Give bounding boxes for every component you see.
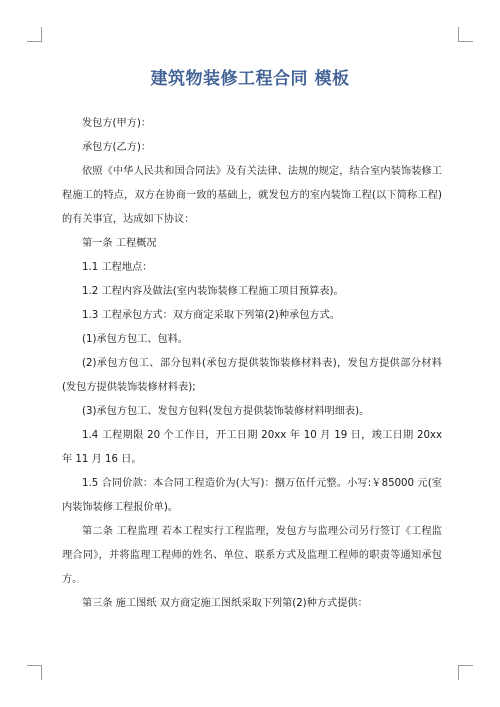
crop-mark-bottom-left bbox=[27, 665, 42, 680]
paragraph-option-3: (3)承包方包工、发包方包料(发包方提供装饰装修材料明细表)。 bbox=[82, 406, 370, 417]
crop-mark-bottom-right bbox=[458, 665, 473, 680]
paragraph-1-1: 1.1 工程地点： bbox=[82, 262, 153, 273]
paragraph-option-1: (1)承包方包工、包料。 bbox=[82, 334, 189, 345]
paragraph-party-b: 承包方(乙方)： bbox=[82, 142, 152, 153]
paragraph-1-5: 1.5 合同价款：本合同工程造价为(大写)：捌万伍仟元整。小写:￥85000 元(室内装饰装修工程报价单)。 bbox=[62, 478, 442, 513]
paragraph-1-4: 1.4 工程期限 20 个工作日，开工日期 20xx 年 10 月 19 日，竣工日期 20xx 年 11 月 16 日。 bbox=[62, 430, 442, 465]
paragraph-preamble: 依照《中华人民共和国合同法》及有关法律、法规的规定，结合室内装饰装修工程施工的特点，双方在协商一致的基础上，就发包方的室内装饰工程(以下简称工程)的有关事宜，达成如下协议： bbox=[62, 166, 442, 225]
document-body bbox=[62, 112, 442, 616]
crop-mark-top-left bbox=[27, 27, 42, 42]
crop-mark-top-right bbox=[458, 27, 473, 42]
paragraph-article-3: 第三条 施工图纸 双方商定施工图纸采取下列第(2)种方式提供： bbox=[82, 598, 368, 609]
document-title: 建筑物装修工程合同 模板 bbox=[150, 69, 350, 89]
paragraph-article-2: 第二条 工程监理 若本工程实行工程监理，发包方与监理公司另行签订《工程监理合同》，并将监理工程师的姓名、单位、联系方式及监理工程师的职责等通知承包方。 bbox=[62, 526, 442, 585]
paragraph-article-1: 第一条 工程概况 bbox=[82, 238, 157, 249]
paragraph-1-3: 1.3 工程承包方式：双方商定采取下列第(2)种承包方式。 bbox=[82, 310, 340, 321]
paragraph-1-2: 1.2 工程内容及做法(室内装饰装修工程施工项目预算表)。 bbox=[82, 286, 344, 297]
paragraph-option-2: (2)承包方包工、部分包料(承包方提供装饰装修材料表)，发包方提供部分材料(发包方提供装饰装修材料表); bbox=[62, 358, 442, 393]
paragraph-party-a: 发包方(甲方)： bbox=[82, 118, 152, 129]
